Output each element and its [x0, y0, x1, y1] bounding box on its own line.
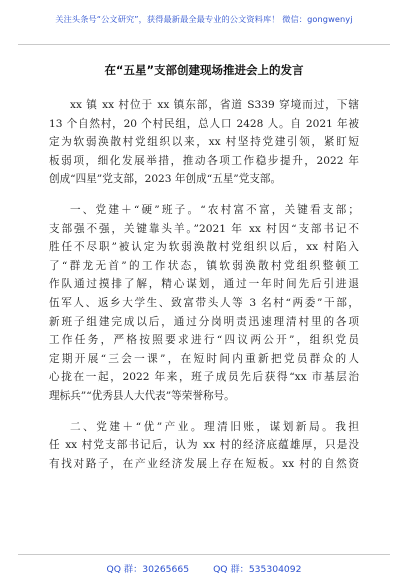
footer [0, 561, 408, 575]
footer-divider [18, 554, 390, 555]
paragraph-1-line: 定为软弱涣散村党组织以来，xx 村坚持党建引领，紧盯短 [49, 136, 359, 149]
footer-qq-group-2: QQ 群：535304092 [213, 564, 302, 575]
document-title: 在“五星”支部创建现场推进会上的发言 [104, 63, 304, 77]
paragraph-1-line: 板弱项，细化发展举措，推动各项工作稳步提升，2022 年 [49, 154, 359, 167]
paragraph-1-line: xx 镇 xx 村位于 xx 镇东部，省道 S339 穿境而过，下辖 [70, 99, 359, 111]
paragraph-2-line: 心拢在一起，2022 年来，班子成员先后获得“xx 市基层治 [49, 371, 359, 384]
paragraph-gap [49, 406, 359, 418]
paragraph-1-line: 13 个自然村，20 个村民组，总人口 2428 人。自 2021 年被 [49, 117, 359, 130]
paragraph-3-line: 二、党建＋“优”产业。理清旧账，谋划新局。我担 [70, 420, 359, 433]
footer-qq-group-1: QQ 群：30265665 [106, 564, 190, 575]
paragraph-2-line: 支部强不强，关键靠头羊。”2021 年 xx 村因“支部书记不 [49, 222, 359, 235]
paragraph-2-line: 理标兵”“优秀县人大代表”等荣誉称号。 [49, 389, 235, 402]
document-body [49, 96, 359, 473]
header-banner: 关注头条号“公文研究”，获得最新最全最专业的公文资料库！ 微信：gongwenyj [55, 13, 353, 24]
header-divider [18, 44, 390, 45]
paragraph-2-line: 工作任务，严格按照要求进行“四议两公开”，组织党员 [49, 334, 359, 347]
paragraph-2-line: 了“群龙无首”的工作状态，镇软弱涣散村党组织整顿工 [49, 259, 359, 272]
paragraph-gap [49, 189, 359, 201]
paragraph-3-line: 有找对路子，在产业经济发展上存在短板。xx 村的自然资 [49, 457, 359, 470]
paragraph-2-line: 一、党建＋“硬”班子。“农村富不富，关键看支部； [70, 203, 359, 216]
paragraph-2-line: 作队通过摸排了解，精心谋划，通过一年时间先后引进退 [49, 278, 359, 291]
paragraph-2-line: 胜任不尽职”被认定为软弱涣散村党组织以后，xx 村陷入 [49, 241, 359, 254]
paragraph-1-line: 创成“四星”党支部，2023 年创成“五星”党支部。 [49, 173, 282, 186]
paragraph-3-line: 任 xx 村党支部书记后，认为 xx 村的经济底蕴雄厚，只是没 [49, 439, 359, 452]
paragraph-2-line: 伍军人、返乡大学生、致富带头人等 3 名村“两委”干部， [49, 296, 359, 309]
paragraph-2-line: 新班子组建完成以后，通过分岗明责迅速理清村里的各项 [49, 315, 359, 328]
paragraph-2-line: 定期开展“三会一课”，在短时间内重新把党员群众的人 [49, 352, 359, 365]
